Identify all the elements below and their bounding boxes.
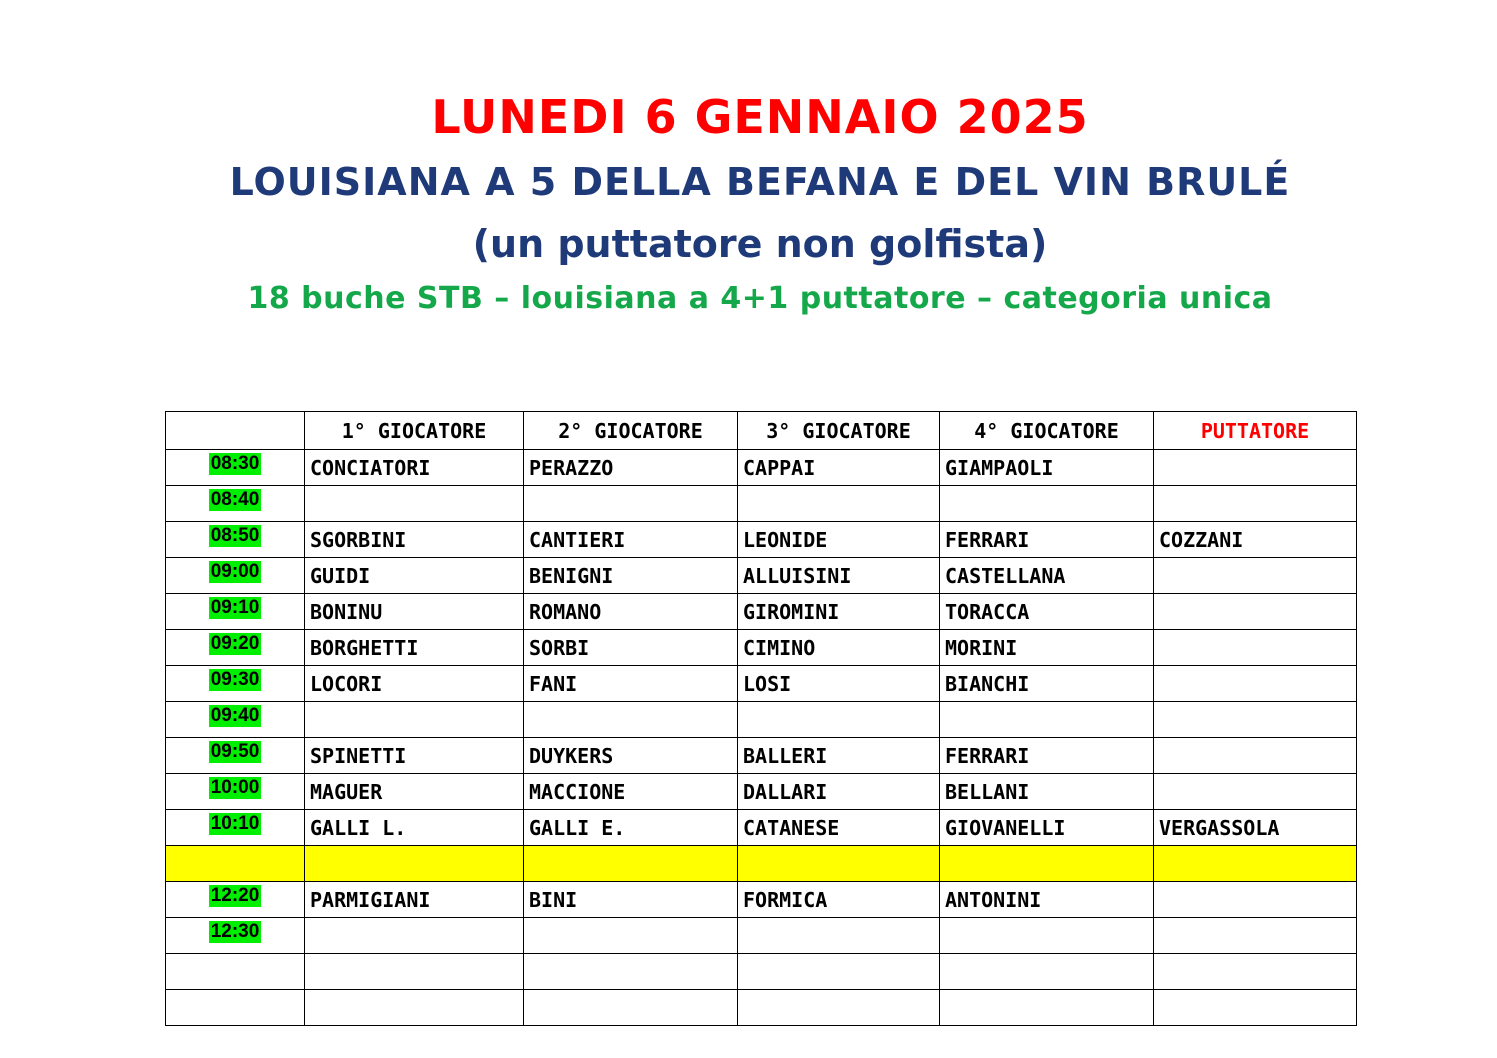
table-row	[166, 954, 1357, 990]
player-1-cell	[305, 954, 524, 990]
player-4-cell	[940, 486, 1154, 522]
table-header-row	[166, 412, 1357, 450]
player-2-cell: PERAZZO	[524, 450, 738, 486]
puttatore-cell	[1154, 954, 1357, 990]
player-3-cell: FORMICA	[738, 882, 940, 918]
player-3-cell: DALLARI	[738, 774, 940, 810]
column-header-time	[166, 412, 305, 450]
tee-times-table	[165, 411, 1357, 1026]
player-4-cell: TORACCA	[940, 594, 1154, 630]
player-4-cell	[940, 846, 1154, 882]
tee-time: 12:30	[210, 921, 260, 942]
player-3-cell	[738, 954, 940, 990]
player-4-cell: BIANCHI	[940, 666, 1154, 702]
column-header-puttatore: PUTTATORE	[1154, 412, 1357, 450]
tee-time-cell	[166, 486, 305, 522]
tee-time: 09:50	[210, 741, 260, 762]
column-header-player-2: 2° GIOCATORE	[524, 412, 738, 450]
puttatore-cell	[1154, 558, 1357, 594]
player-2-cell: DUYKERS	[524, 738, 738, 774]
column-header-player-3: 3° GIOCATORE	[738, 412, 940, 450]
player-4-cell	[940, 702, 1154, 738]
tee-time: 09:40	[210, 705, 260, 726]
puttatore-cell	[1154, 774, 1357, 810]
player-1-cell: GUIDI	[305, 558, 524, 594]
player-3-cell: CIMINO	[738, 630, 940, 666]
tee-time: 08:40	[210, 489, 260, 510]
tee-time: 08:50	[210, 525, 260, 546]
tee-time: 10:10	[210, 813, 260, 834]
player-2-cell	[524, 990, 738, 1026]
event-subtitle: (un puttatore non golfista)	[472, 222, 1048, 266]
player-2-cell	[524, 846, 738, 882]
puttatore-cell	[1154, 882, 1357, 918]
player-3-cell: LEONIDE	[738, 522, 940, 558]
table-body	[166, 450, 1357, 1026]
tee-time: 09:30	[210, 669, 260, 690]
tee-time-cell	[166, 738, 305, 774]
player-4-cell	[940, 918, 1154, 954]
puttatore-cell	[1154, 486, 1357, 522]
player-2-cell	[524, 486, 738, 522]
tee-time: 09:00	[210, 561, 260, 582]
table-row	[166, 630, 1357, 666]
player-1-cell: PARMIGIANI	[305, 882, 524, 918]
player-4-cell: ANTONINI	[940, 882, 1154, 918]
table-row	[166, 486, 1357, 522]
tee-time-cell	[166, 702, 305, 738]
player-1-cell: LOCORI	[305, 666, 524, 702]
table-row	[166, 810, 1357, 846]
table-row	[166, 450, 1357, 486]
player-1-cell	[305, 702, 524, 738]
player-3-cell	[738, 846, 940, 882]
player-1-cell: SGORBINI	[305, 522, 524, 558]
tee-time-cell	[166, 450, 305, 486]
player-4-cell: GIOVANELLI	[940, 810, 1154, 846]
player-3-cell: LOSI	[738, 666, 940, 702]
table-row	[166, 918, 1357, 954]
tee-time-cell	[166, 954, 305, 990]
puttatore-cell	[1154, 846, 1357, 882]
puttatore-cell	[1154, 990, 1357, 1026]
player-1-cell: GALLI L.	[305, 810, 524, 846]
tee-time: 08:30	[210, 453, 260, 474]
column-header-player-1: 1° GIOCATORE	[305, 412, 524, 450]
player-2-cell: FANI	[524, 666, 738, 702]
table-row	[166, 846, 1357, 882]
tee-time-cell	[166, 990, 305, 1026]
player-3-cell	[738, 702, 940, 738]
player-1-cell	[305, 846, 524, 882]
player-3-cell: GIROMINI	[738, 594, 940, 630]
player-4-cell	[940, 990, 1154, 1026]
player-3-cell	[738, 486, 940, 522]
table-row	[166, 774, 1357, 810]
player-3-cell	[738, 990, 940, 1026]
puttatore-cell	[1154, 594, 1357, 630]
player-4-cell: BELLANI	[940, 774, 1154, 810]
puttatore-cell	[1154, 702, 1357, 738]
tee-time-cell	[166, 882, 305, 918]
puttatore-cell: COZZANI	[1154, 522, 1357, 558]
event-title: LOUISIANA A 5 DELLA BEFANA E DEL VIN BRULÉ	[229, 160, 1291, 204]
puttatore-cell	[1154, 918, 1357, 954]
player-3-cell: ALLUISINI	[738, 558, 940, 594]
player-2-cell: SORBI	[524, 630, 738, 666]
player-1-cell: CONCIATORI	[305, 450, 524, 486]
table-row	[166, 558, 1357, 594]
player-3-cell: CATANESE	[738, 810, 940, 846]
tee-time-cell	[166, 918, 305, 954]
player-4-cell: FERRARI	[940, 522, 1154, 558]
player-4-cell: GIAMPAOLI	[940, 450, 1154, 486]
puttatore-cell	[1154, 630, 1357, 666]
player-2-cell: ROMANO	[524, 594, 738, 630]
player-2-cell: BINI	[524, 882, 738, 918]
player-2-cell: CANTIERI	[524, 522, 738, 558]
player-4-cell	[940, 954, 1154, 990]
player-3-cell: CAPPAI	[738, 450, 940, 486]
table-row	[166, 666, 1357, 702]
tee-time: 10:00	[210, 777, 260, 798]
player-2-cell	[524, 918, 738, 954]
player-2-cell: GALLI E.	[524, 810, 738, 846]
table-row	[166, 594, 1357, 630]
table-row	[166, 990, 1357, 1026]
table-row	[166, 882, 1357, 918]
event-info: 18 buche STB – louisiana a 4+1 puttatore – categoria unica	[247, 281, 1273, 316]
player-3-cell: BALLERI	[738, 738, 940, 774]
player-2-cell: MACCIONE	[524, 774, 738, 810]
player-3-cell	[738, 918, 940, 954]
player-1-cell	[305, 486, 524, 522]
tee-time: 09:20	[210, 633, 260, 654]
column-header-player-4: 4° GIOCATORE	[940, 412, 1154, 450]
tee-time-cell	[166, 666, 305, 702]
puttatore-cell	[1154, 450, 1357, 486]
tee-time-cell	[166, 594, 305, 630]
table-row	[166, 738, 1357, 774]
player-2-cell	[524, 702, 738, 738]
tee-time: 12:20	[210, 885, 260, 906]
tee-time: 09:10	[210, 597, 260, 618]
puttatore-cell	[1154, 666, 1357, 702]
player-2-cell: BENIGNI	[524, 558, 738, 594]
tee-time-cell	[166, 522, 305, 558]
tee-time-cell	[166, 558, 305, 594]
player-1-cell: MAGUER	[305, 774, 524, 810]
player-4-cell: FERRARI	[940, 738, 1154, 774]
tee-time-cell	[166, 774, 305, 810]
table-row	[166, 702, 1357, 738]
player-1-cell	[305, 918, 524, 954]
player-2-cell	[524, 954, 738, 990]
tee-time-cell	[166, 846, 305, 882]
player-4-cell: CASTELLANA	[940, 558, 1154, 594]
puttatore-cell: VERGASSOLA	[1154, 810, 1357, 846]
tee-time-cell	[166, 810, 305, 846]
player-1-cell	[305, 990, 524, 1026]
event-date: LUNEDI 6 GENNAIO 2025	[431, 90, 1089, 144]
tee-time-cell	[166, 630, 305, 666]
player-4-cell: MORINI	[940, 630, 1154, 666]
player-1-cell: SPINETTI	[305, 738, 524, 774]
player-1-cell: BORGHETTI	[305, 630, 524, 666]
table-row	[166, 522, 1357, 558]
player-1-cell: BONINU	[305, 594, 524, 630]
puttatore-cell	[1154, 738, 1357, 774]
